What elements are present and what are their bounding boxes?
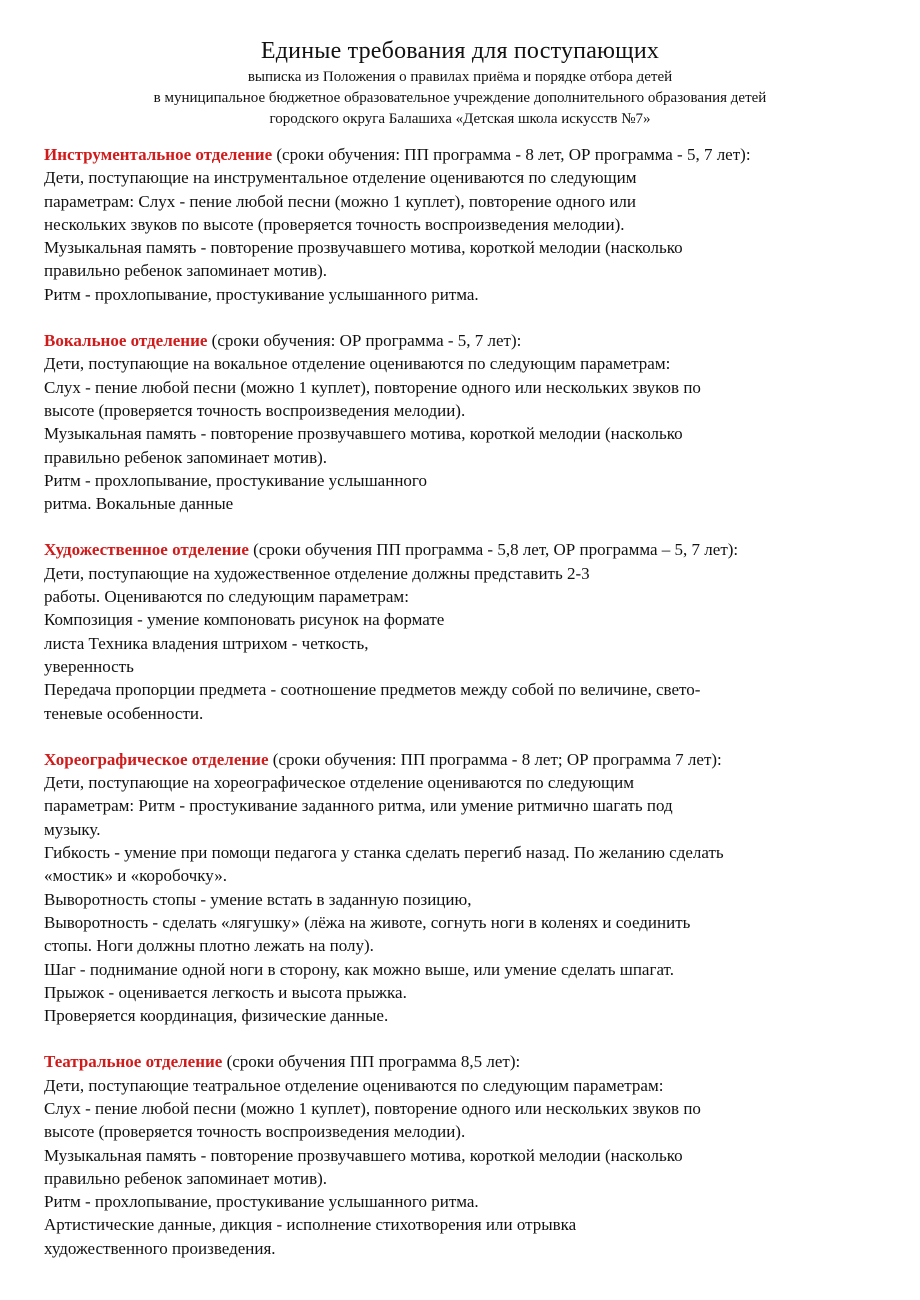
section-line: «мостик» и «коробочку».	[44, 866, 227, 886]
section-line: Артистические данные, дикция - исполнение стихотворения или отрывка	[44, 1215, 577, 1235]
section-title: Театральное отделение	[44, 1052, 223, 1072]
section-heading	[44, 329, 894, 352]
section-term: (сроки обучения ПП программа 8,5 лет):	[222, 1052, 521, 1072]
document-subtitle-line: выписка из Положения о правилах приёма и порядке отбора детей	[247, 69, 673, 85]
section-line: уверенность	[44, 656, 134, 676]
section-line: Композиция - умение компоновать рисунок на формате	[44, 610, 445, 630]
section-line: Дети, поступающие на вокальное отделение оцениваются по следующим параметрам:	[44, 354, 671, 374]
section-line: Музыкальная память - повторение прозвучавшего мотива, короткой мелодии (насколько	[44, 424, 683, 444]
section-line: работы. Оцениваются по следующим параметрам:	[44, 587, 409, 607]
section-term: (сроки обучения: ПП программа - 8 лет; ОР программа 7 лет):	[268, 749, 722, 769]
section-line: высоте (проверяется точность воспроизведения мелодии).	[44, 400, 466, 420]
section-line: Проверяется координация, физические данные.	[44, 1006, 389, 1026]
document-title: Единые требования для поступающих	[260, 38, 660, 64]
section-title: Художественное отделение	[44, 540, 249, 560]
document-header	[0, 36, 920, 129]
section-heading	[44, 1050, 894, 1073]
section-term: (сроки обучения: ОР программа - 5, 7 лет):	[207, 331, 522, 351]
section-line: Передача пропорции предмета - соотношение предметов между собой по величине, свето-	[44, 680, 701, 700]
section-line: Шаг - поднимание одной ноги в сторону, как можно выше, или умение сделать шпагат.	[44, 959, 674, 979]
section-choreography	[44, 748, 894, 1028]
section-line: теневые особенности.	[44, 703, 204, 723]
section-line: Слух - пение любой песни (можно 1 куплет), повторение одного или нескольких звуков по	[44, 1098, 701, 1118]
section-line: Ритм - прохлопывание, простукивание услышанного	[44, 470, 427, 490]
section-line: Слух - пение любой песни (можно 1 куплет), повторение одного или нескольких звуков по	[44, 377, 701, 397]
section-line: Гибкость - умение при помощи педагога у станка сделать перегиб назад. По желанию сделать	[44, 843, 724, 863]
section-line: Дети, поступающие на художественное отделение должны представить 2-3	[44, 563, 590, 583]
section-line: Ритм - прохлопывание, простукивание услышанного ритма.	[44, 284, 479, 304]
section-line: высоте (проверяется точность воспроизведения мелодии).	[44, 1122, 466, 1142]
section-line: Музыкальная память - повторение прозвучавшего мотива, короткой мелодии (насколько	[44, 1145, 683, 1165]
section-heading	[44, 748, 894, 771]
section-line: параметрам: Слух - пение любой песни (можно 1 куплет), повторение одного или	[44, 191, 637, 211]
section-line: правильно ребенок запоминает мотив).	[44, 261, 328, 281]
section-line: Музыкальная память - повторение прозвучавшего мотива, короткой мелодии (насколько	[44, 238, 683, 258]
section-heading	[44, 538, 894, 561]
section-line: Выворотность - сделать «лягушку» (лёжа на животе, согнуть ноги в коленях и соединить	[44, 912, 691, 932]
section-theatre	[44, 1050, 894, 1260]
document-subtitle-line: городского округа Балашиха «Детская школа искусств №7»	[269, 111, 651, 127]
section-heading	[44, 143, 894, 166]
section-vocal	[44, 329, 894, 515]
section-instrumental	[44, 143, 894, 306]
section-term: (сроки обучения ПП программа - 5,8 лет, ОР программа – 5, 7 лет):	[248, 540, 739, 560]
requirements-sections	[44, 143, 894, 1283]
section-line: правильно ребенок запоминает мотив).	[44, 1168, 328, 1188]
section-line: Ритм - прохлопывание, простукивание услышанного ритма.	[44, 1192, 479, 1212]
section-line: правильно ребенок запоминает мотив).	[44, 447, 328, 467]
section-line: художественного произведения.	[44, 1238, 276, 1258]
section-title: Вокальное отделение	[44, 331, 208, 351]
section-line: Прыжок - оценивается легкость и высота прыжка.	[44, 982, 407, 1002]
section-line: нескольких звуков по высоте (проверяется точность воспроизведения мелодии).	[44, 214, 625, 234]
section-line: стопы. Ноги должны плотно лежать на полу).	[44, 936, 374, 956]
section-line: музыку.	[44, 819, 101, 839]
section-line: листа Техника владения штрихом - четкость,	[44, 633, 369, 653]
section-line: ритма. Вокальные данные	[44, 494, 234, 514]
section-line: Дети, поступающие на инструментальное отделение оцениваются по следующим	[44, 168, 637, 188]
section-line: Дети, поступающие театральное отделение оцениваются по следующим параметрам:	[44, 1075, 664, 1095]
section-title: Инструментальное отделение	[44, 145, 273, 164]
section-line: Дети, поступающие на хореографическое отделение оцениваются по следующим	[44, 773, 634, 793]
section-line: Выворотность стопы - умение встать в заданную позицию,	[44, 889, 472, 909]
section-title: Хореографическое отделение	[44, 749, 269, 769]
document-subtitle-line: в муниципальное бюджетное образовательное учреждение дополнительного образования детей	[153, 90, 767, 106]
section-term: (сроки обучения: ПП программа - 8 лет, ОР программа - 5, 7 лет):	[272, 145, 751, 164]
section-line: параметрам: Ритм - простукивание заданного ритма, или умение ритмично шагать под	[44, 796, 673, 816]
section-art	[44, 538, 894, 724]
